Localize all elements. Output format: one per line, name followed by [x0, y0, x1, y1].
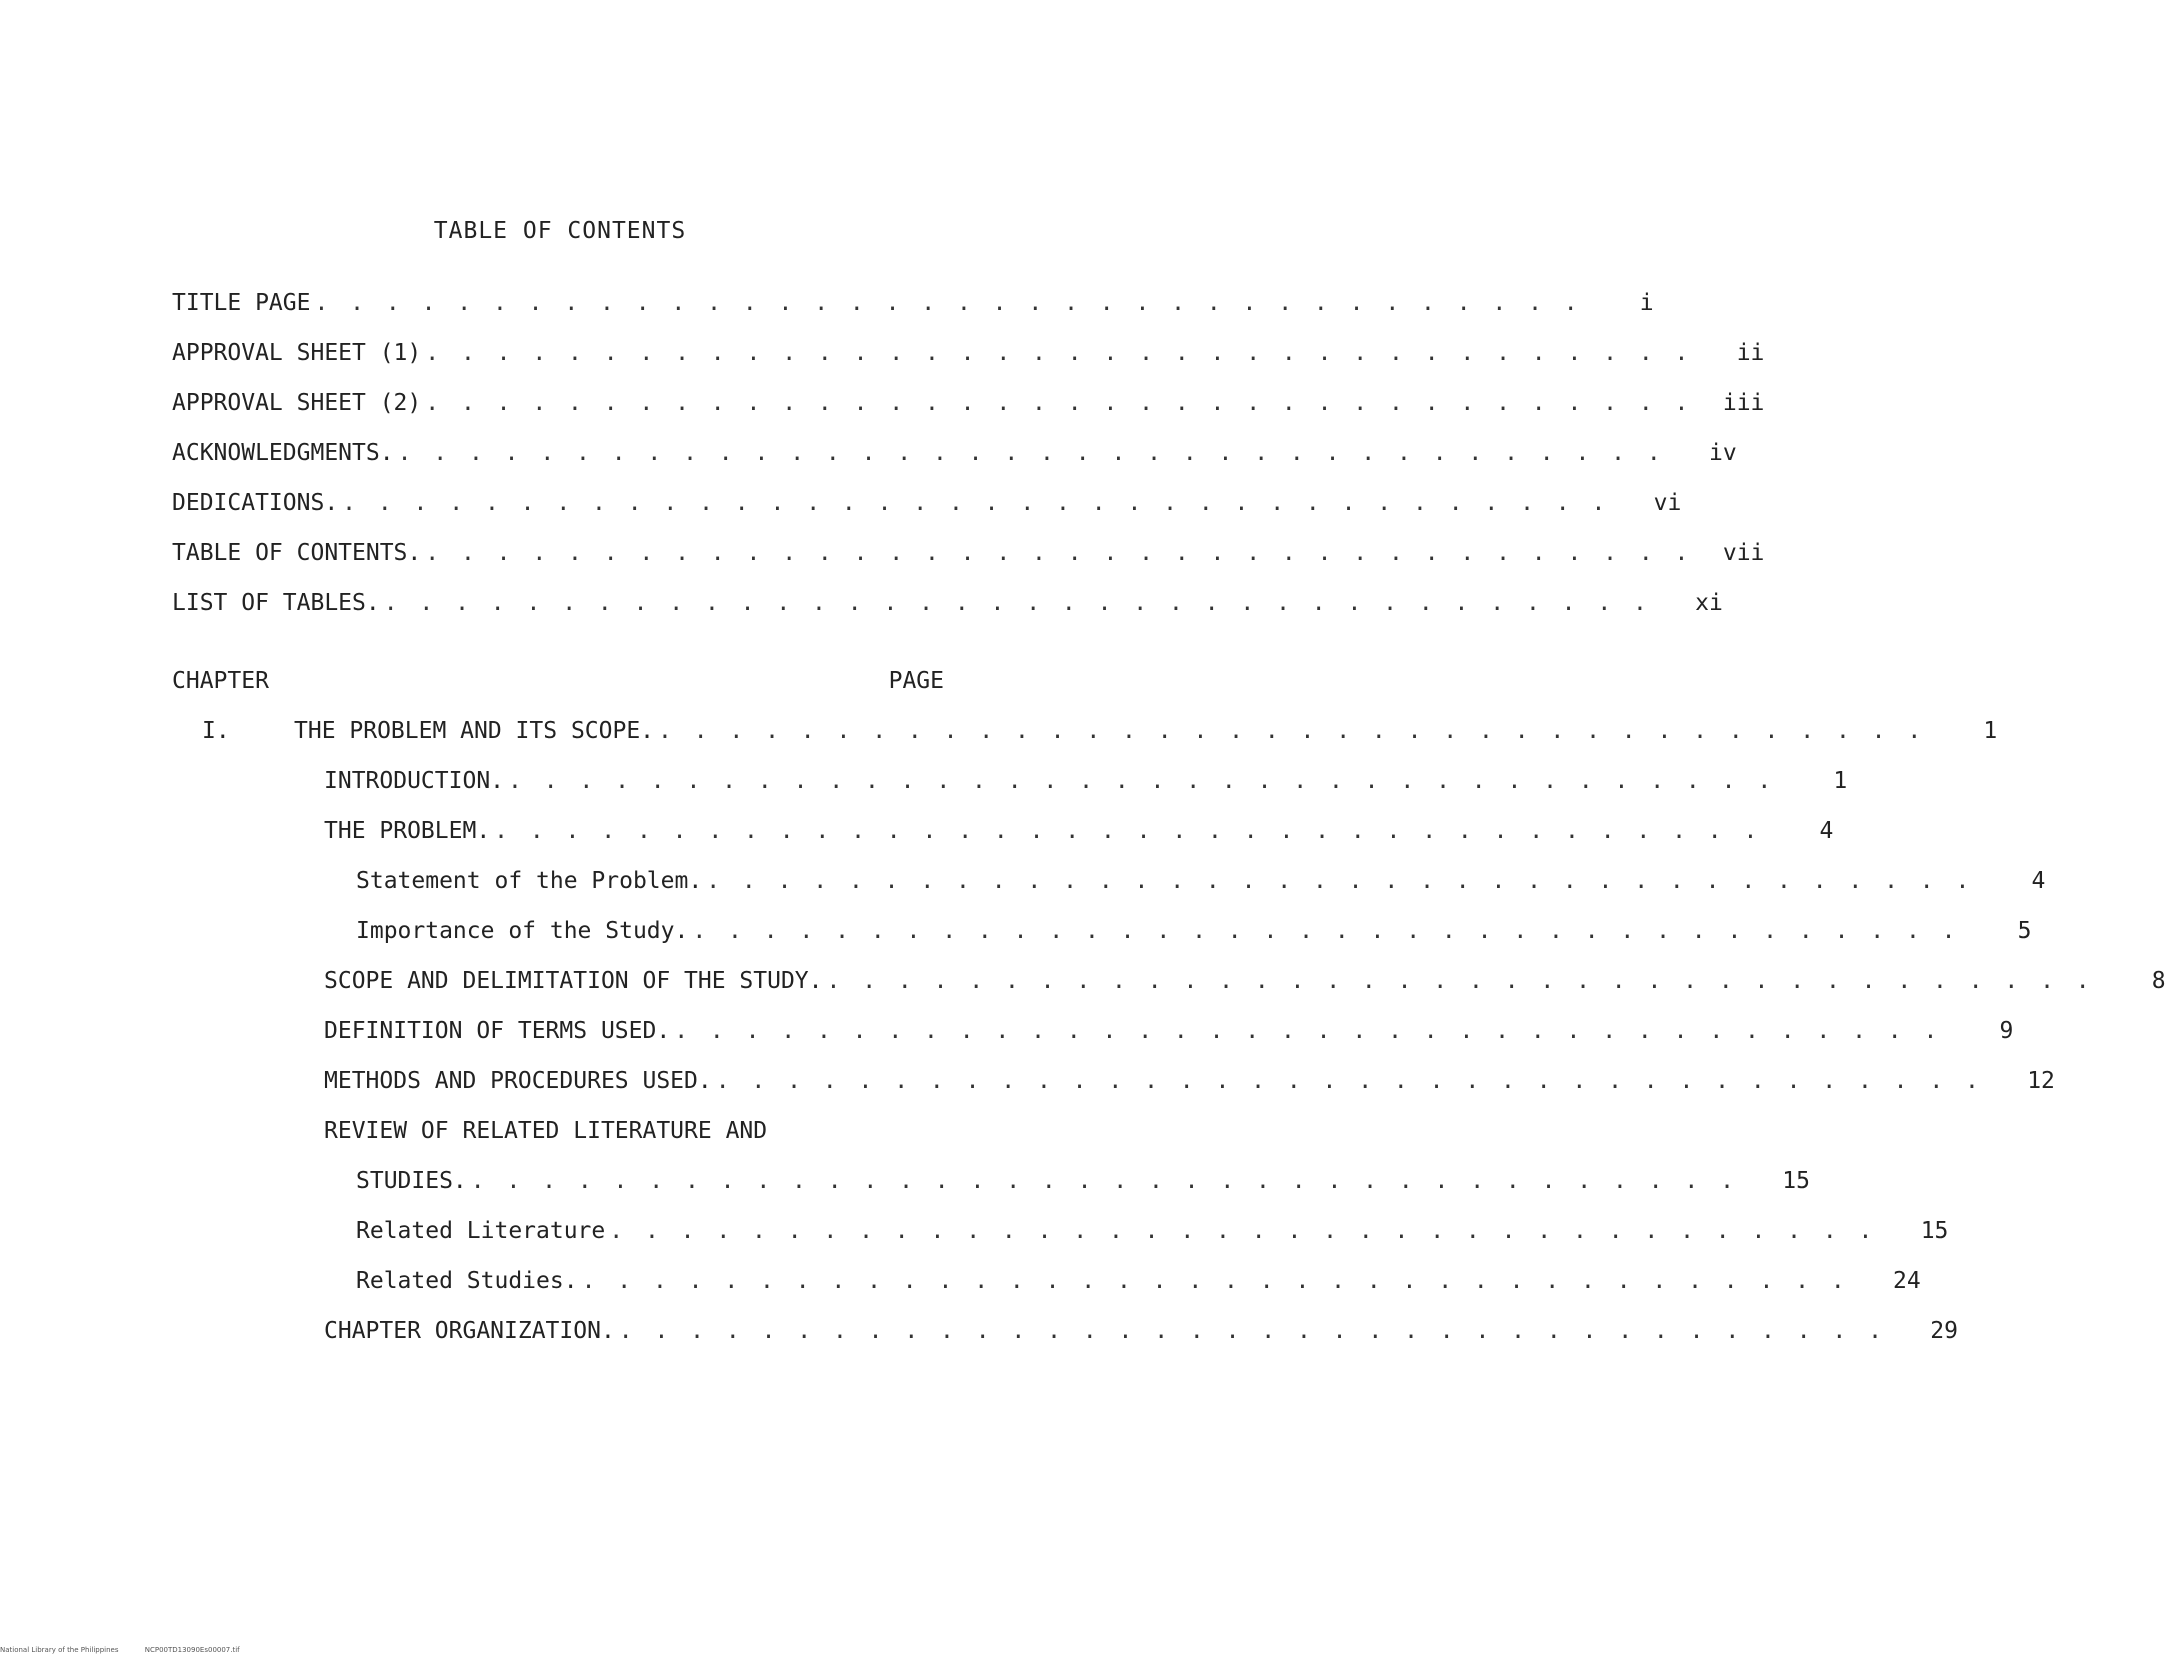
section-label: METHODS AND PROCEDURES USED.	[324, 1068, 712, 1094]
subsection-label: Related Literature	[356, 1218, 606, 1244]
section-label: CHAPTER ORGANIZATION.	[324, 1318, 615, 1344]
subsection-entry	[172, 1218, 1949, 1268]
toc-entry	[172, 540, 1765, 590]
section-page: 12	[2027, 1068, 2055, 1094]
section-label: INTRODUCTION.	[324, 768, 505, 794]
section-entry	[172, 768, 1848, 818]
page-title: TABLE OF CONTENTS	[433, 218, 687, 244]
toc-entry-page: vi	[1653, 490, 1682, 516]
dot-leader: . . . . . . . . . . . . . . . . . . . . . . . . . . . . . . . . . . . .	[581, 1268, 1849, 1294]
scan-footer	[0, 1646, 264, 1654]
front-matter-list	[172, 290, 1765, 640]
dot-leader: . . . . . . . . . . . . . . . . . . . . . . . . . . . . . . . . . . . .	[425, 540, 1693, 566]
dot-leader: . . . . . . . . . . . . . . . . . . . . . . . . . . . . . . . . . . . .	[342, 490, 1610, 516]
dot-leader: . . . . . . . . . . . . . . . . . . . . . . . . . . . . . . . . . . . .	[715, 1068, 1983, 1094]
toc-entry-label: TITLE PAGE	[172, 290, 311, 316]
section-entry	[172, 968, 2166, 1018]
chapter-column-header	[172, 668, 944, 694]
dot-leader: . . . . . . . . . . . . . . . . . . . . . . . . . . . . . . . . . . . .	[425, 390, 1693, 416]
section-label: THE PROBLEM.	[324, 818, 491, 844]
subsection-entry	[172, 918, 2032, 968]
subsection-entry	[172, 868, 2046, 918]
dot-leader: . . . . . . . . . . . . . . . . . . . . . . . . . . . . . . . . . . . .	[425, 340, 1693, 366]
toc-entry-label: APPROVAL SHEET (2)	[172, 390, 422, 416]
subsection-page: 15	[1782, 1168, 1810, 1194]
subsection-entry	[172, 1268, 1921, 1318]
dot-leader: . . . . . . . . . . . . . . . . . . . . . . . . . . . . . . . . . . . .	[609, 1218, 1877, 1244]
section-entry	[172, 1118, 944, 1168]
toc-entry-page: ii	[1736, 340, 1765, 366]
section-entry	[172, 1018, 2014, 1068]
footer-library-name: National Library of the Philippines	[0, 1646, 119, 1654]
toc-entry-label: TABLE OF CONTENTS.	[172, 540, 422, 566]
toc-entry-page: xi	[1695, 590, 1723, 616]
chapter-entry	[172, 718, 1998, 768]
dot-leader: . . . . . . . . . . . . . . . . . . . . . . . . . . . . . . . . . . . .	[826, 968, 2094, 994]
section-entry	[172, 1318, 1958, 1368]
dot-leader: . . . . . . . . . . . . . . . . . . . . . . . . . . . . . . . . . . . .	[314, 290, 1582, 316]
section-label: SCOPE AND DELIMITATION OF THE STUDY.	[324, 968, 823, 994]
dot-leader: . . . . . . . . . . . . . . . . . . . . . . . . . . . . . . . . . . . .	[508, 768, 1776, 794]
toc-entry	[172, 590, 1723, 640]
dot-leader: . . . . . . . . . . . . . . . . . . . . . . . . . . . . . . . . . . . .	[674, 1018, 1942, 1044]
subsection-entry	[172, 1168, 1810, 1218]
toc-entry	[172, 490, 1682, 540]
toc-entry-label: ACKNOWLEDGMENTS.	[172, 440, 394, 466]
chapter-title: THE PROBLEM AND ITS SCOPE.	[294, 718, 655, 744]
section-label: DEFINITION OF TERMS USED.	[324, 1018, 671, 1044]
toc-entry	[172, 290, 1654, 340]
chapter-column-label: CHAPTER	[172, 668, 269, 694]
toc-entry-page: iii	[1722, 390, 1765, 416]
toc-entry-page: i	[1639, 290, 1654, 316]
subsection-page: 15	[1920, 1218, 1949, 1244]
dot-leader: . . . . . . . . . . . . . . . . . . . . . . . . . . . . . . . . . . . .	[658, 718, 1926, 744]
dot-leader: . . . . . . . . . . . . . . . . . . . . . . . . . . . . . . . . . . . .	[397, 440, 1665, 466]
dot-leader: . . . . . . . . . . . . . . . . . . . . . . . . . . . . . . . . . . . .	[383, 590, 1651, 616]
section-entry	[172, 818, 1834, 868]
dot-leader: . . . . . . . . . . . . . . . . . . . . . . . . . . . . . . . . . . . .	[494, 818, 1762, 844]
toc-entry-label: DEDICATIONS.	[172, 490, 339, 516]
toc-entry-page: iv	[1709, 440, 1737, 466]
chapter-page: 1	[1983, 718, 1998, 744]
footer-file-id: NCP00TD13090Es00007.tif	[144, 1646, 240, 1654]
chapter-list	[172, 718, 2166, 1368]
dot-leader: . . . . . . . . . . . . . . . . . . . . . . . . . . . . . . . . . . . .	[618, 1318, 1886, 1344]
section-page: 1	[1833, 768, 1848, 794]
dot-leader: . . . . . . . . . . . . . . . . . . . . . . . . . . . . . . . . . . . .	[692, 918, 1960, 944]
section-page: 29	[1930, 1318, 1958, 1344]
toc-entry-page: vii	[1722, 540, 1765, 566]
toc-entry	[172, 390, 1765, 440]
subsection-page: 4	[2031, 868, 2046, 894]
subsection-page: 5	[2017, 918, 2032, 944]
page-column-label: PAGE	[888, 668, 944, 694]
toc-entry	[172, 340, 1765, 390]
subsection-page: 24	[1893, 1268, 1921, 1294]
toc-entry-label: LIST OF TABLES.	[172, 590, 380, 616]
dot-leader: . . . . . . . . . . . . . . . . . . . . . . . . . . . . . . . . . . . .	[470, 1168, 1738, 1194]
subsection-label: Statement of the Problem.	[356, 868, 703, 894]
subsection-label: STUDIES.	[356, 1168, 467, 1194]
section-entry	[172, 1068, 2055, 1118]
subsection-label: Related Studies.	[356, 1268, 578, 1294]
dot-leader: . . . . . . . . . . . . . . . . . . . . . . . . . . . . . . . . . . . .	[706, 868, 1974, 894]
section-page: 9	[1999, 1018, 2014, 1044]
subsection-label: Importance of the Study.	[356, 918, 689, 944]
section-page: 8	[2151, 968, 2166, 994]
section-label: REVIEW OF RELATED LITERATURE AND	[324, 1118, 768, 1144]
section-page: 4	[1819, 818, 1834, 844]
toc-entry	[172, 440, 1737, 490]
toc-entry-label: APPROVAL SHEET (1)	[172, 340, 422, 366]
chapter-number: I.	[202, 718, 230, 744]
